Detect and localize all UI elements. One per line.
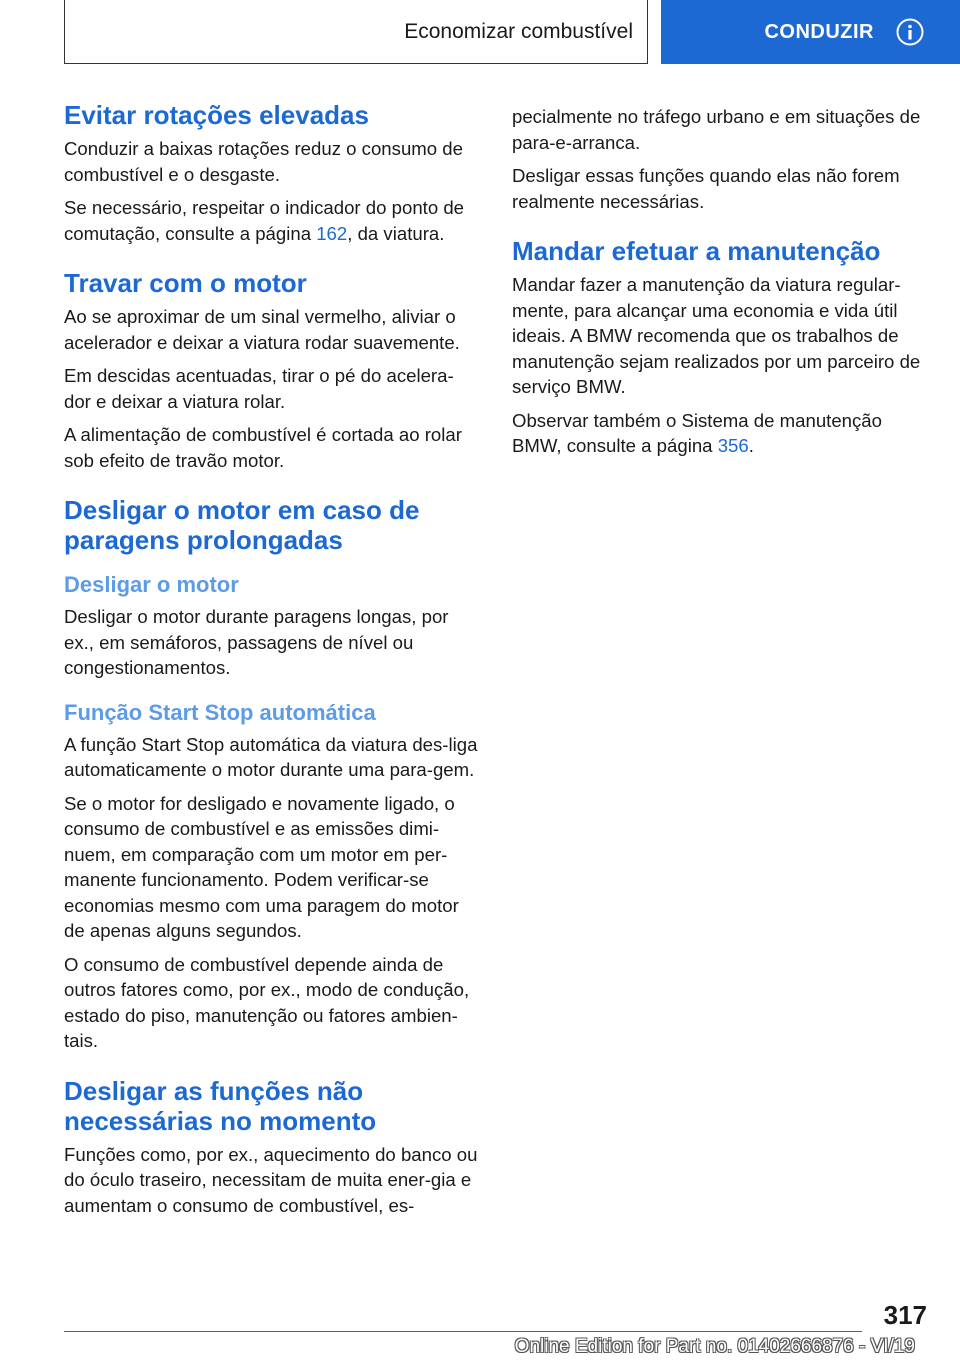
section-title: CONDUZIR	[764, 20, 874, 43]
page-number: 317	[883, 1300, 927, 1330]
chapter-title: Economizar combustível	[404, 19, 633, 43]
right-column	[512, 100, 932, 467]
section-header	[661, 0, 960, 64]
paragraph: Se o motor for desligado e novamente ligado, o consumo de combustível e as emissões dimi-nuem, em comparação com um motor em per-manente funcionamento. Podem verificar-se economias mesmo com uma paragem do motor de apenas alguns segundos.	[64, 792, 459, 941]
paragraph: Funções como, por ex., aquecimento do banco ou do óculo traseiro, necessitam de muita ener-gia e aumentam o consumo de combustível, es-	[64, 1143, 478, 1216]
paragraph: Conduzir a baixas rotações reduz o consumo de combustível e o desgaste.	[64, 138, 463, 185]
subheading-start-stop: Função Start Stop automática	[64, 699, 376, 725]
paragraph: Mandar fazer a manutenção da viatura regular-mente, para alcançar uma economia e vida útil ideais. A BMW recomenda que os trabalhos de manutenção sejam realizados por um parceiro de serviço BMW.	[512, 274, 921, 397]
paragraph: Ao se aproximar de um sinal vermelho, aliviar o acelerador e deixar a viatura rodar suavemente.	[64, 306, 460, 353]
paragraph: Observar também o Sistema de manutenção BMW, consulte a página 356.	[512, 409, 882, 456]
paragraph: Desligar essas funções quando elas não forem realmente necessárias.	[512, 165, 900, 212]
paragraph: Se necessário, respeitar o indicador do ponto de comutação, consulte a página 162, da viatura.	[64, 197, 465, 244]
paragraph: pecialmente no tráfego urbano e em situações de para-e-arranca.	[512, 106, 921, 153]
edition-footer: Online Edition for Part no. 01402666876 - VI/19	[514, 1336, 915, 1357]
heading-desligar-funcoes: Desligar as funções não necessárias no momento	[64, 1075, 377, 1136]
paragraph: Em descidas acentuadas, tirar o pé do acelera-dor e deixar a viatura rolar.	[64, 365, 454, 412]
paragraph: Desligar o motor durante paragens longas, por ex., em semáforos, passagens de nível ou congestionamentos.	[64, 606, 449, 678]
chapter-header	[64, 0, 648, 64]
subheading-desligar-motor: Desligar o motor	[64, 572, 239, 597]
heading-evitar-rotacoes: Evitar rotações elevadas	[64, 100, 369, 130]
heading-manutencao: Mandar efetuar a manutenção	[512, 236, 881, 266]
paragraph: O consumo de combustível depende ainda de outros fatores como, por ex., modo de condução, estado do piso, manutenção ou fatores ambien-tais.	[64, 953, 470, 1051]
left-column	[64, 100, 480, 1226]
info-icon	[896, 18, 924, 46]
footer-divider	[64, 1331, 862, 1332]
heading-travar-motor: Travar com o motor	[64, 268, 307, 298]
paragraph: A alimentação de combustível é cortada ao rolar sob efeito de travão motor.	[64, 424, 462, 471]
paragraph: A função Start Stop automática da viatura des-liga automaticamente o motor durante uma para-gem.	[64, 733, 478, 780]
page-link-356[interactable]: 356	[717, 435, 749, 456]
heading-desligar-motor-paragens: Desligar o motor em caso de paragens prolongadas	[64, 495, 420, 555]
page-link-162[interactable]: 162	[316, 222, 348, 244]
